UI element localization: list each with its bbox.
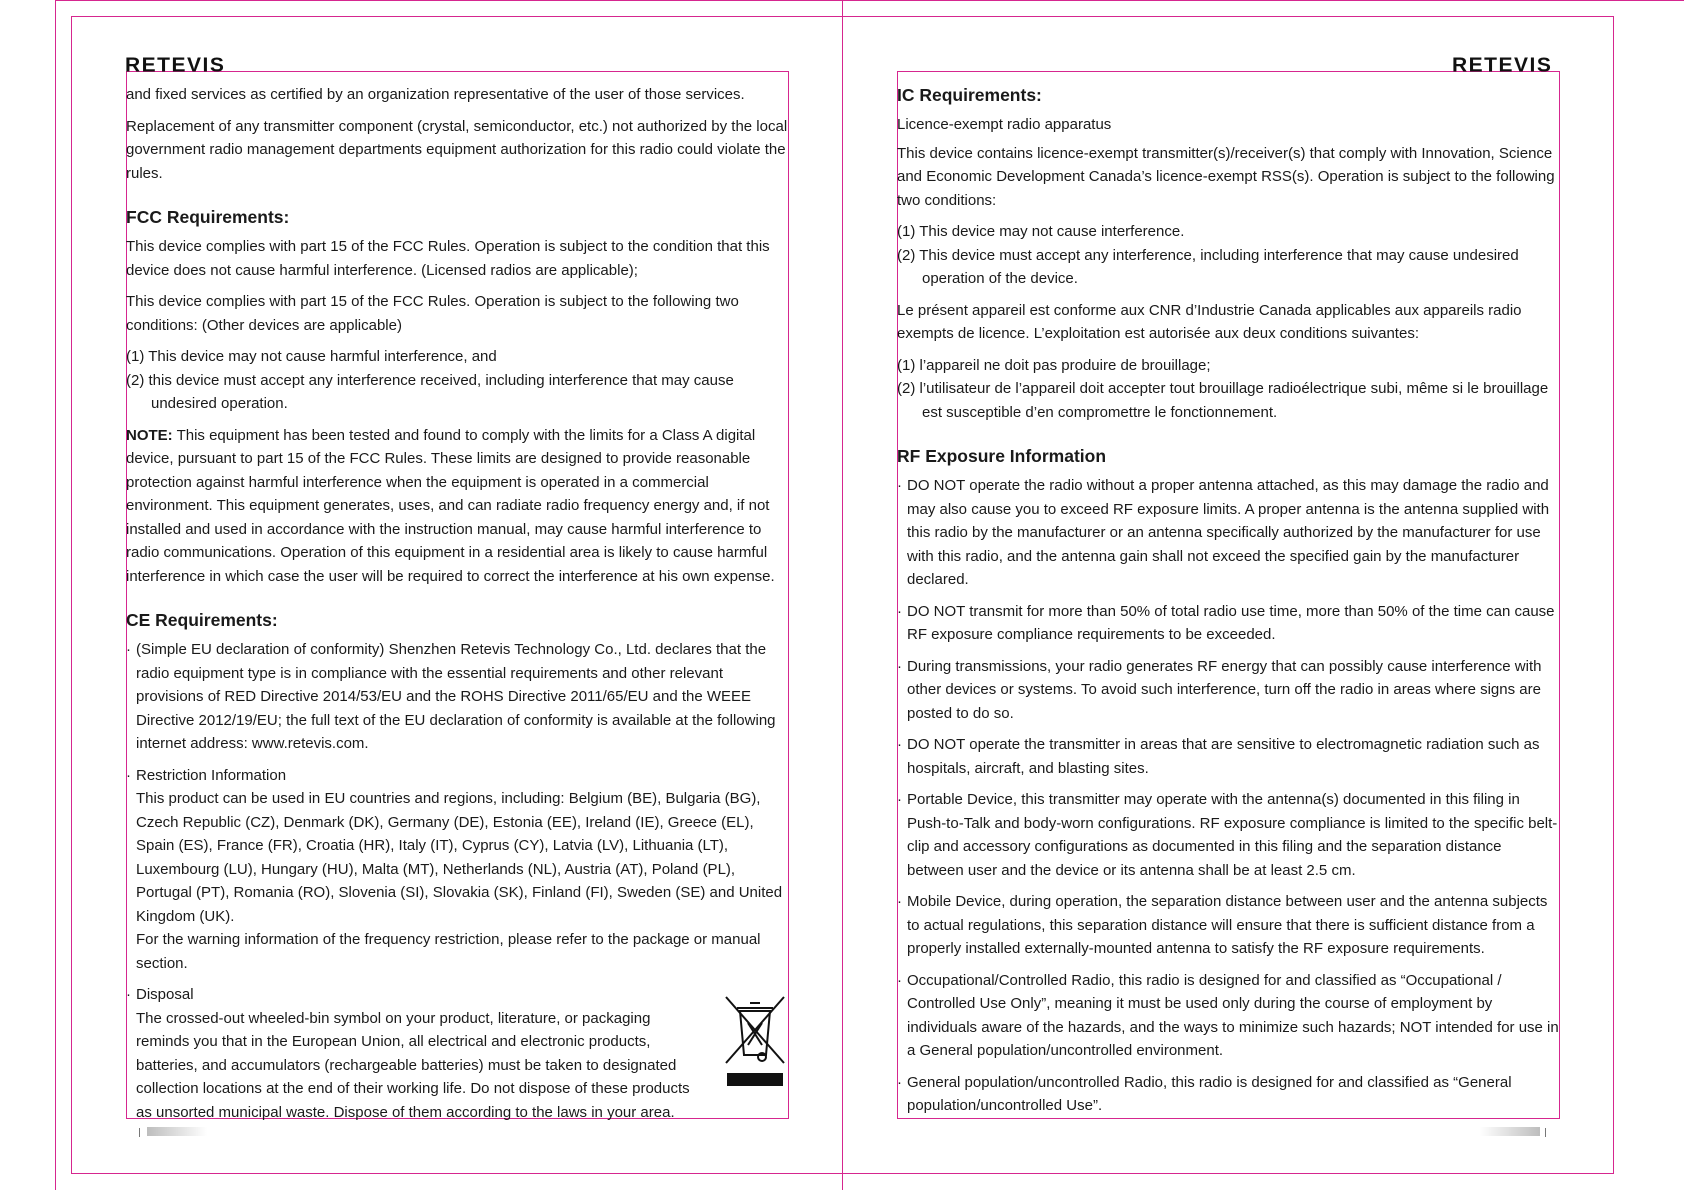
ic-french-condition-2: (2) l’utilisateur de l’appareil doit accepter tout brouillage radioélectrique subi, même si le brouillage est susceptible d’en compromettre le fonctionnement.: [897, 380, 1549, 421]
rf-bullet-sensitive-areas: [897, 733, 1560, 780]
ic-paragraph: This device contains licence-exempt transmitter(s)/receiver(s) that comply with Innovation, Science and Economic Development Canada’s licence-exempt RSS(s). Operation is subject to the following two conditions:: [897, 144, 1555, 209]
fcc-paragraph-2: This device complies with part 15 of the FCC Rules. Operation is subject to the following two conditions: (Other devices are applicable): [126, 293, 739, 334]
ce-declaration-bullet: [126, 638, 792, 756]
ce-declaration-text: (Simple EU declaration of conformity) Shenzhen Retevis Technology Co., Ltd. declares that the radio equipment type is in compliance with the essential requirements and other relevant provisions of RED Directive 2014/53/EU and the ROHS Directive 2011/65/EU and the WEEE Directive 2012/19/EU; the full text of the EU declaration of conformity is available at the following internet address: www.retevis.com.: [136, 641, 776, 752]
fcc-condition-1: (1) This device may not cause harmful interference, and: [126, 348, 497, 365]
rf-bullet-text: DO NOT transmit for more than 50% of total radio use time, more than 50% of the time can cause RF exposure compliance requirements to be exceeded.: [907, 602, 1555, 643]
bullet-dot-icon: ·: [897, 477, 902, 494]
ce-disposal-bullet: [126, 983, 792, 1124]
bullet-dot-icon: ·: [126, 766, 131, 784]
rf-bullet-interference: [897, 655, 1560, 726]
rf-bullet-text: General population/uncontrolled Radio, this radio is designed for and classified as “General population/uncontrolled Use”.: [907, 1073, 1512, 1114]
rf-bullet-text: Portable Device, this transmitter may operate with the antenna(s) documented in this filing in Push-to-Talk and body-worn configurations. RF exposure compliance is limited to the specific belt-clip and accessory configurations as documented in this filing and the separation distance between user and the device or its antenna shall be at least 2.5 cm.: [907, 791, 1558, 879]
crossed-out-wheeled-bin-icon: [722, 993, 788, 1086]
rf-bullet-general-population: [897, 1071, 1560, 1118]
brand-logo-right: RETEVIS: [1452, 54, 1553, 77]
restriction-text: This product can be used in EU countries and regions, including: Belgium (BE), Bulgaria (BG), Czech Republic (CZ), Denmark (DK), Germany (DE), Estonia (EE), Ireland (IE), Greece (EL), Spain (ES), France (FR), Croatia (HR), Italy (IT), Cyprus (CY), Latvia (LV), Lithuania (LT), Luxembourg (LU), Hungary (HU), Malta (MT), Netherlands (NL), Austria (AT), Poland (PL), Portugal (PT), Romania (RO), Slovenia (SI), Slovakia (SK), Finland (FI), Sweden (SE) and United Kingdom (UK).: [136, 790, 783, 925]
rf-bullet-text: Mobile Device, during operation, the separation distance between user and the antenna subjects to actual regulations, this separation distance will ensure that there is sufficient distance from a properly installed externally-mounted antenna to satisfy the RF exposure requirements.: [907, 893, 1548, 957]
ce-restriction-bullet: [126, 764, 792, 976]
rf-bullet-mobile-device: [897, 890, 1560, 961]
rf-bullet-transmit-time: [897, 600, 1560, 647]
bullet-dot-icon: ·: [897, 736, 902, 753]
fcc-heading: FCC Requirements:: [126, 207, 290, 227]
guide-top-line: [55, 0, 1684, 1]
fcc-condition-2: (2) this device must accept any interference received, including interference that may cause undesired operation.: [126, 371, 734, 412]
footer-tick-left: [139, 1128, 140, 1137]
fcc-paragraph-1: This device complies with part 15 of the FCC Rules. Operation is subject to the condition that this device does not cause harmful interference. (Licensed radios are applicable);: [126, 238, 770, 279]
note-label: NOTE:: [126, 426, 173, 444]
restriction-warning: For the warning information of the frequency restriction, please refer to the package or manual section.: [136, 931, 761, 972]
rf-bullet-portable-device: [897, 788, 1560, 882]
bullet-dot-icon: ·: [897, 657, 902, 675]
note-text: This equipment has been tested and found to comply with the limits for a Class A digital device, pursuant to part 15 of the FCC Rules. These limits are designed to provide reasonable protection against harmful interference when the equipment is operated in a commercial environment. This equipment generates, uses, and can radiate radio frequency energy and, if not installed and used in accordance with the instruction manual, may cause harmful interference to radio communications. Operation of this equipment in a residential area is likely to cause harmful interference in which case the user will be required to correct the interference at his own expense.: [126, 426, 775, 585]
rf-bullet-antenna: [897, 474, 1560, 592]
rf-bullet-text: Occupational/Controlled Radio, this radio is designed for and classified as “Occupational / Controlled Use Only”, meaning it must be used only during the course of employment by individuals aware of the hazards, and the ways to minimize such hazards; NOT intended for use in a General population/uncontrolled environment.: [907, 971, 1559, 1059]
ic-heading: IC Requirements:: [897, 85, 1042, 105]
bullet-dot-icon: ·: [126, 986, 131, 1003]
bullet-dot-icon: ·: [897, 602, 902, 620]
bullet-dot-icon: ·: [897, 791, 902, 808]
footer-bar-left: [147, 1127, 207, 1136]
guide-left-outer: [55, 0, 56, 1190]
disposal-title: Disposal: [136, 986, 194, 1003]
rf-bullet-occupational: [897, 969, 1560, 1063]
right-page-content: [897, 83, 1560, 1126]
disposal-text: The crossed-out wheeled-bin symbol on your product, literature, or packaging reminds you that in the European Union, all electrical and electronic products, batteries, and accumulators (rechargeable batteries) must be taken to designated collection locations at the end of their working life. Do not dispose of these products as unsorted municipal waste. Dispose of them according to the laws in your area.: [136, 1009, 690, 1121]
guide-left-frame: [71, 16, 72, 1174]
left-textbox-top: [126, 71, 789, 72]
footer-bar-right: [1480, 1127, 1540, 1136]
ic-condition-1: (1) This device may not cause interference.: [897, 223, 1185, 240]
ic-french-paragraph: Le présent appareil est conforme aux CNR d’Industrie Canada applicables aux appareils radio exempts de licence. L’exploitation est autorisée aux deux conditions suivantes:: [897, 301, 1522, 342]
footer-tick-right: [1545, 1128, 1546, 1137]
bullet-dot-icon: ·: [897, 971, 902, 989]
brand-logo-left: RETEVIS: [125, 54, 226, 77]
guide-right-frame: [1613, 16, 1614, 1174]
replacement-paragraph: Replacement of any transmitter component (crystal, semiconductor, etc.) not authorized by the local government radio management departments equipment authorization for this radio could violate the rules.: [126, 117, 788, 182]
rf-heading: RF Exposure Information: [897, 446, 1107, 466]
bullet-dot-icon: ·: [126, 641, 131, 658]
ic-subtitle: Licence-exempt radio apparatus: [897, 116, 1112, 133]
rf-bullet-text: DO NOT operate the radio without a proper antenna attached, as this may damage the radio and may also cause you to exceed RF exposure limits. A proper antenna is the antenna supplied with this radio by the manufacturer or an antenna specifically authorized by the manufacturer for use with this radio, and the antenna gain shall not exceed the specified gain by the manufacturer declared.: [907, 477, 1550, 588]
ic-french-condition-1: (1) l’appareil ne doit pas produire de brouillage;: [897, 356, 1211, 374]
intro-paragraph: and fixed services as certified by an organization representative of the user of those services.: [126, 86, 745, 103]
ic-condition-2: (2) This device must accept any interference, including interference that may cause undesired operation of the device.: [897, 246, 1519, 287]
ce-heading: CE Requirements:: [126, 610, 278, 630]
rf-bullet-text: During transmissions, your radio generates RF energy that can possibly cause interference with other devices or systems. To avoid such interference, turn off the radio in areas where signs are posted to do so.: [907, 657, 1542, 722]
guide-center-fold: [842, 0, 843, 1190]
left-page-content: [126, 83, 792, 1132]
restriction-title: Restriction Information: [136, 766, 287, 784]
fcc-note: [126, 424, 792, 589]
rf-bullet-text: DO NOT operate the transmitter in areas that are sensitive to electromagnetic radiation such as hospitals, aircraft, and blasting sites.: [907, 736, 1540, 777]
bullet-dot-icon: ·: [897, 1073, 902, 1091]
bullet-dot-icon: ·: [897, 893, 902, 910]
